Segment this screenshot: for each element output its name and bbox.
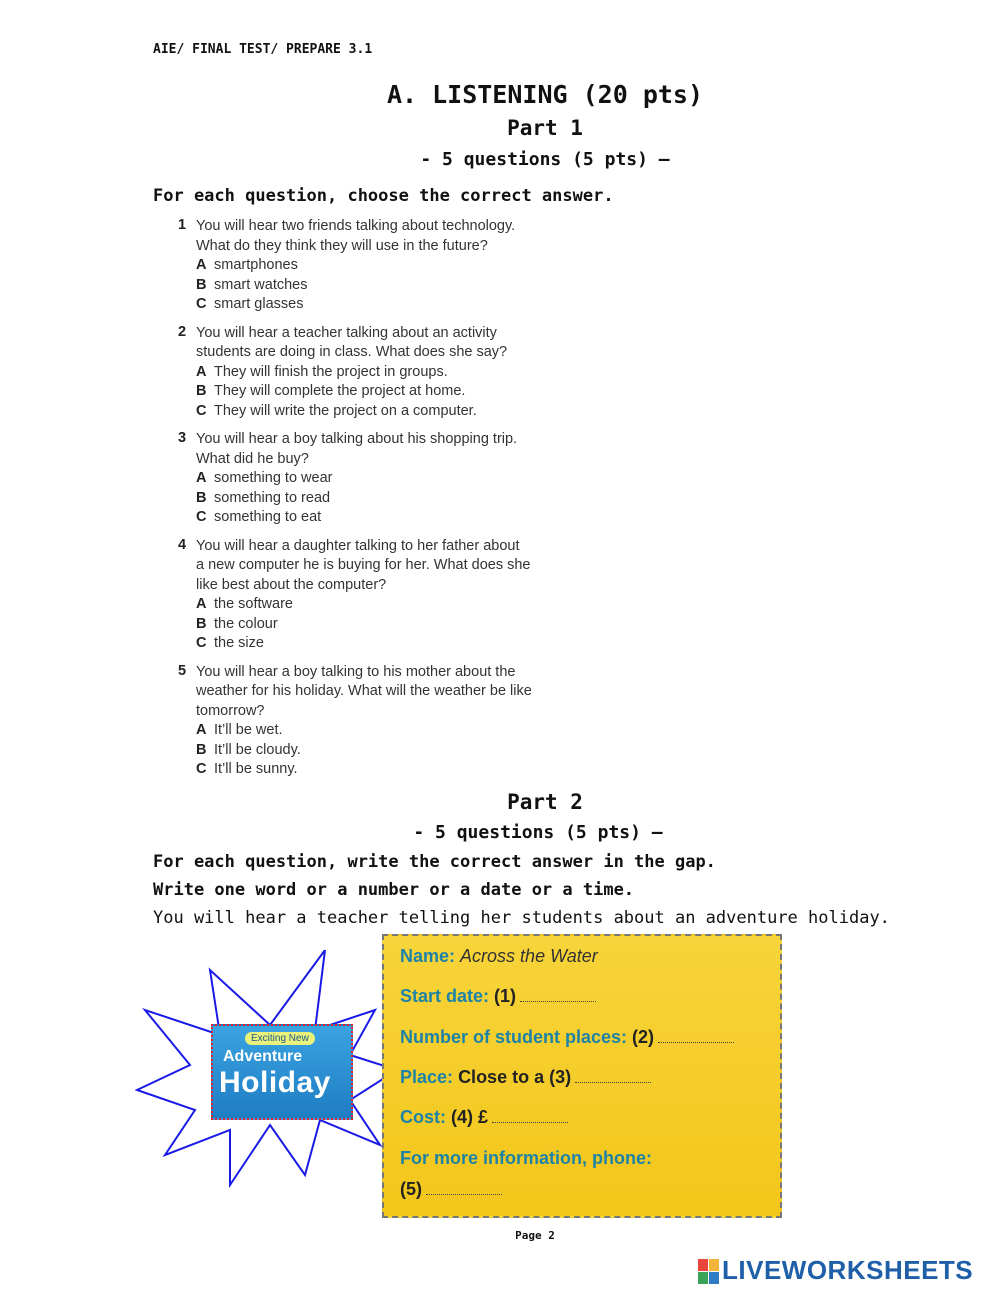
option-text: something to eat <box>214 509 322 525</box>
option-text: something to wear <box>214 470 333 486</box>
poster-card <box>211 1024 353 1120</box>
part2-instruction-1: For each question, write the correct answer in the gap. <box>153 852 716 872</box>
option-letter: C <box>196 635 207 651</box>
answer-gap-2[interactable] <box>658 1028 734 1043</box>
answer-option-b[interactable] <box>178 615 598 635</box>
option-letter: B <box>196 615 207 632</box>
note-value: Across the Water <box>460 946 598 966</box>
question-text-line: What do they think they will use in the future? <box>196 237 488 254</box>
option-text: They will write the project on a computer. <box>214 402 477 419</box>
question-3 <box>178 430 598 528</box>
note-label: Start date: <box>400 986 490 1006</box>
note-label: Number of student places: <box>400 1027 628 1047</box>
option-text: the software <box>214 596 293 612</box>
option-text: They will complete the project at home. <box>214 383 466 399</box>
answer-option-a[interactable] <box>178 595 598 615</box>
poster-tag: Exciting New <box>245 1032 315 1045</box>
gap-number: (1) <box>494 986 517 1006</box>
note-text: Close to a (3) <box>458 1067 572 1087</box>
part1-subtitle: - 5 questions (5 pts) – <box>420 149 670 170</box>
question-text-line: students are doing in class. What does she say? <box>196 344 508 360</box>
answer-option-c[interactable] <box>178 295 598 315</box>
question-1 <box>178 217 598 315</box>
option-text: something to read <box>214 489 331 506</box>
question-number: 1 <box>178 217 187 233</box>
answer-option-a[interactable] <box>178 256 598 276</box>
question-text-line: You will hear two friends talking about technology. <box>196 218 516 234</box>
option-text: smartphones <box>214 257 298 273</box>
answer-gap-5[interactable] <box>426 1180 502 1195</box>
note-cost <box>400 1107 568 1128</box>
question-5 <box>178 663 598 780</box>
answer-gap-1[interactable] <box>520 987 596 1002</box>
note-label: Name: <box>400 946 456 966</box>
option-letter: A <box>196 722 207 738</box>
question-number: 5 <box>178 662 187 679</box>
question-text-line: weather for his holiday. What will the weather be like <box>196 683 532 699</box>
question-2 <box>178 324 598 422</box>
note-text: (4) £ <box>451 1107 489 1127</box>
question-4 <box>178 537 598 654</box>
question-text-line: You will hear a boy talking to his mother about the <box>196 663 516 680</box>
liveworksheets-icon <box>698 1259 718 1283</box>
poster-adventure: Adventure <box>223 1048 303 1065</box>
option-letter: C <box>196 296 207 312</box>
part1-instruction: For each question, choose the correct answer. <box>153 186 614 206</box>
question-text-line: You will hear a teacher talking about an activity <box>196 324 497 341</box>
answer-option-c[interactable] <box>178 508 598 528</box>
answer-option-a[interactable] <box>178 469 598 489</box>
answer-option-b[interactable] <box>178 276 598 296</box>
question-text-line: a new computer he is buying for her. What does she <box>196 557 531 573</box>
option-letter: A <box>196 470 207 486</box>
header-label: AIE/ FINAL TEST/ PREPARE 3.1 <box>153 42 373 57</box>
question-text-line: You will hear a daughter talking to her father about <box>196 537 520 554</box>
option-text: It’ll be cloudy. <box>214 741 301 758</box>
option-letter: A <box>196 596 207 612</box>
poster-holiday: Holiday <box>219 1066 331 1099</box>
option-text: the colour <box>214 615 278 632</box>
note-label: Place: <box>400 1067 454 1087</box>
option-letter: B <box>196 741 207 758</box>
option-letter: A <box>196 363 207 380</box>
option-letter: B <box>196 383 207 399</box>
question-text-line: What did he buy? <box>196 450 309 467</box>
answer-option-a[interactable] <box>178 363 598 383</box>
question-text-line: You will hear a boy talking about his shopping trip. <box>196 431 518 447</box>
section-title: A. LISTENING (20 pts) <box>386 80 704 109</box>
question-list <box>178 217 598 789</box>
answer-option-b[interactable] <box>178 741 598 761</box>
brand-text: LIVEWORKSHEETS <box>722 1255 974 1285</box>
answer-option-c[interactable] <box>178 402 598 422</box>
answer-option-c[interactable] <box>178 634 598 654</box>
answer-gap-4[interactable] <box>492 1108 568 1123</box>
question-number: 3 <box>178 430 187 446</box>
option-letter: B <box>196 489 207 506</box>
part2-context: You will hear a teacher telling her students about an adventure holiday. <box>153 908 890 928</box>
option-letter: A <box>196 257 207 273</box>
option-text: They will finish the project in groups. <box>214 363 448 380</box>
note-place <box>400 1067 651 1088</box>
option-text: the size <box>214 635 264 651</box>
answer-option-a[interactable] <box>178 721 598 741</box>
option-text: It’ll be sunny. <box>214 761 298 777</box>
brand-logo <box>698 1255 973 1286</box>
notes-box <box>382 934 782 1218</box>
answer-option-c[interactable] <box>178 760 598 780</box>
answer-option-b[interactable] <box>178 382 598 402</box>
option-letter: B <box>196 276 207 293</box>
note-phone <box>400 1179 502 1200</box>
question-number: 2 <box>178 323 187 340</box>
adventure-poster-burst <box>135 950 405 1204</box>
note-start-date <box>400 986 596 1007</box>
question-number: 4 <box>178 536 187 553</box>
answer-option-b[interactable] <box>178 489 598 509</box>
option-letter: C <box>196 402 207 419</box>
note-student-places <box>400 1027 734 1048</box>
option-letter: C <box>196 761 207 777</box>
gap-number: (5) <box>400 1179 422 1199</box>
option-text: smart watches <box>214 276 308 293</box>
note-info <box>400 1148 652 1169</box>
option-text: It’ll be wet. <box>214 722 283 738</box>
question-text-line: tomorrow? <box>196 702 265 719</box>
part2-title: Part 2 <box>507 790 583 814</box>
question-text-line: like best about the computer? <box>196 576 387 593</box>
note-label: Cost: <box>400 1107 446 1127</box>
gap-number: (2) <box>632 1027 655 1047</box>
note-label: For more information, phone: <box>400 1148 652 1168</box>
option-text: smart glasses <box>214 296 304 312</box>
part2-instruction-2: Write one word or a number or a date or a time. <box>153 880 635 900</box>
answer-gap-3[interactable] <box>575 1068 651 1083</box>
part2-subtitle: - 5 questions (5 pts) – <box>413 822 663 843</box>
option-letter: C <box>196 509 207 525</box>
page-number: Page 2 <box>515 1229 555 1242</box>
note-name <box>400 946 598 967</box>
part1-title: Part 1 <box>507 116 583 140</box>
